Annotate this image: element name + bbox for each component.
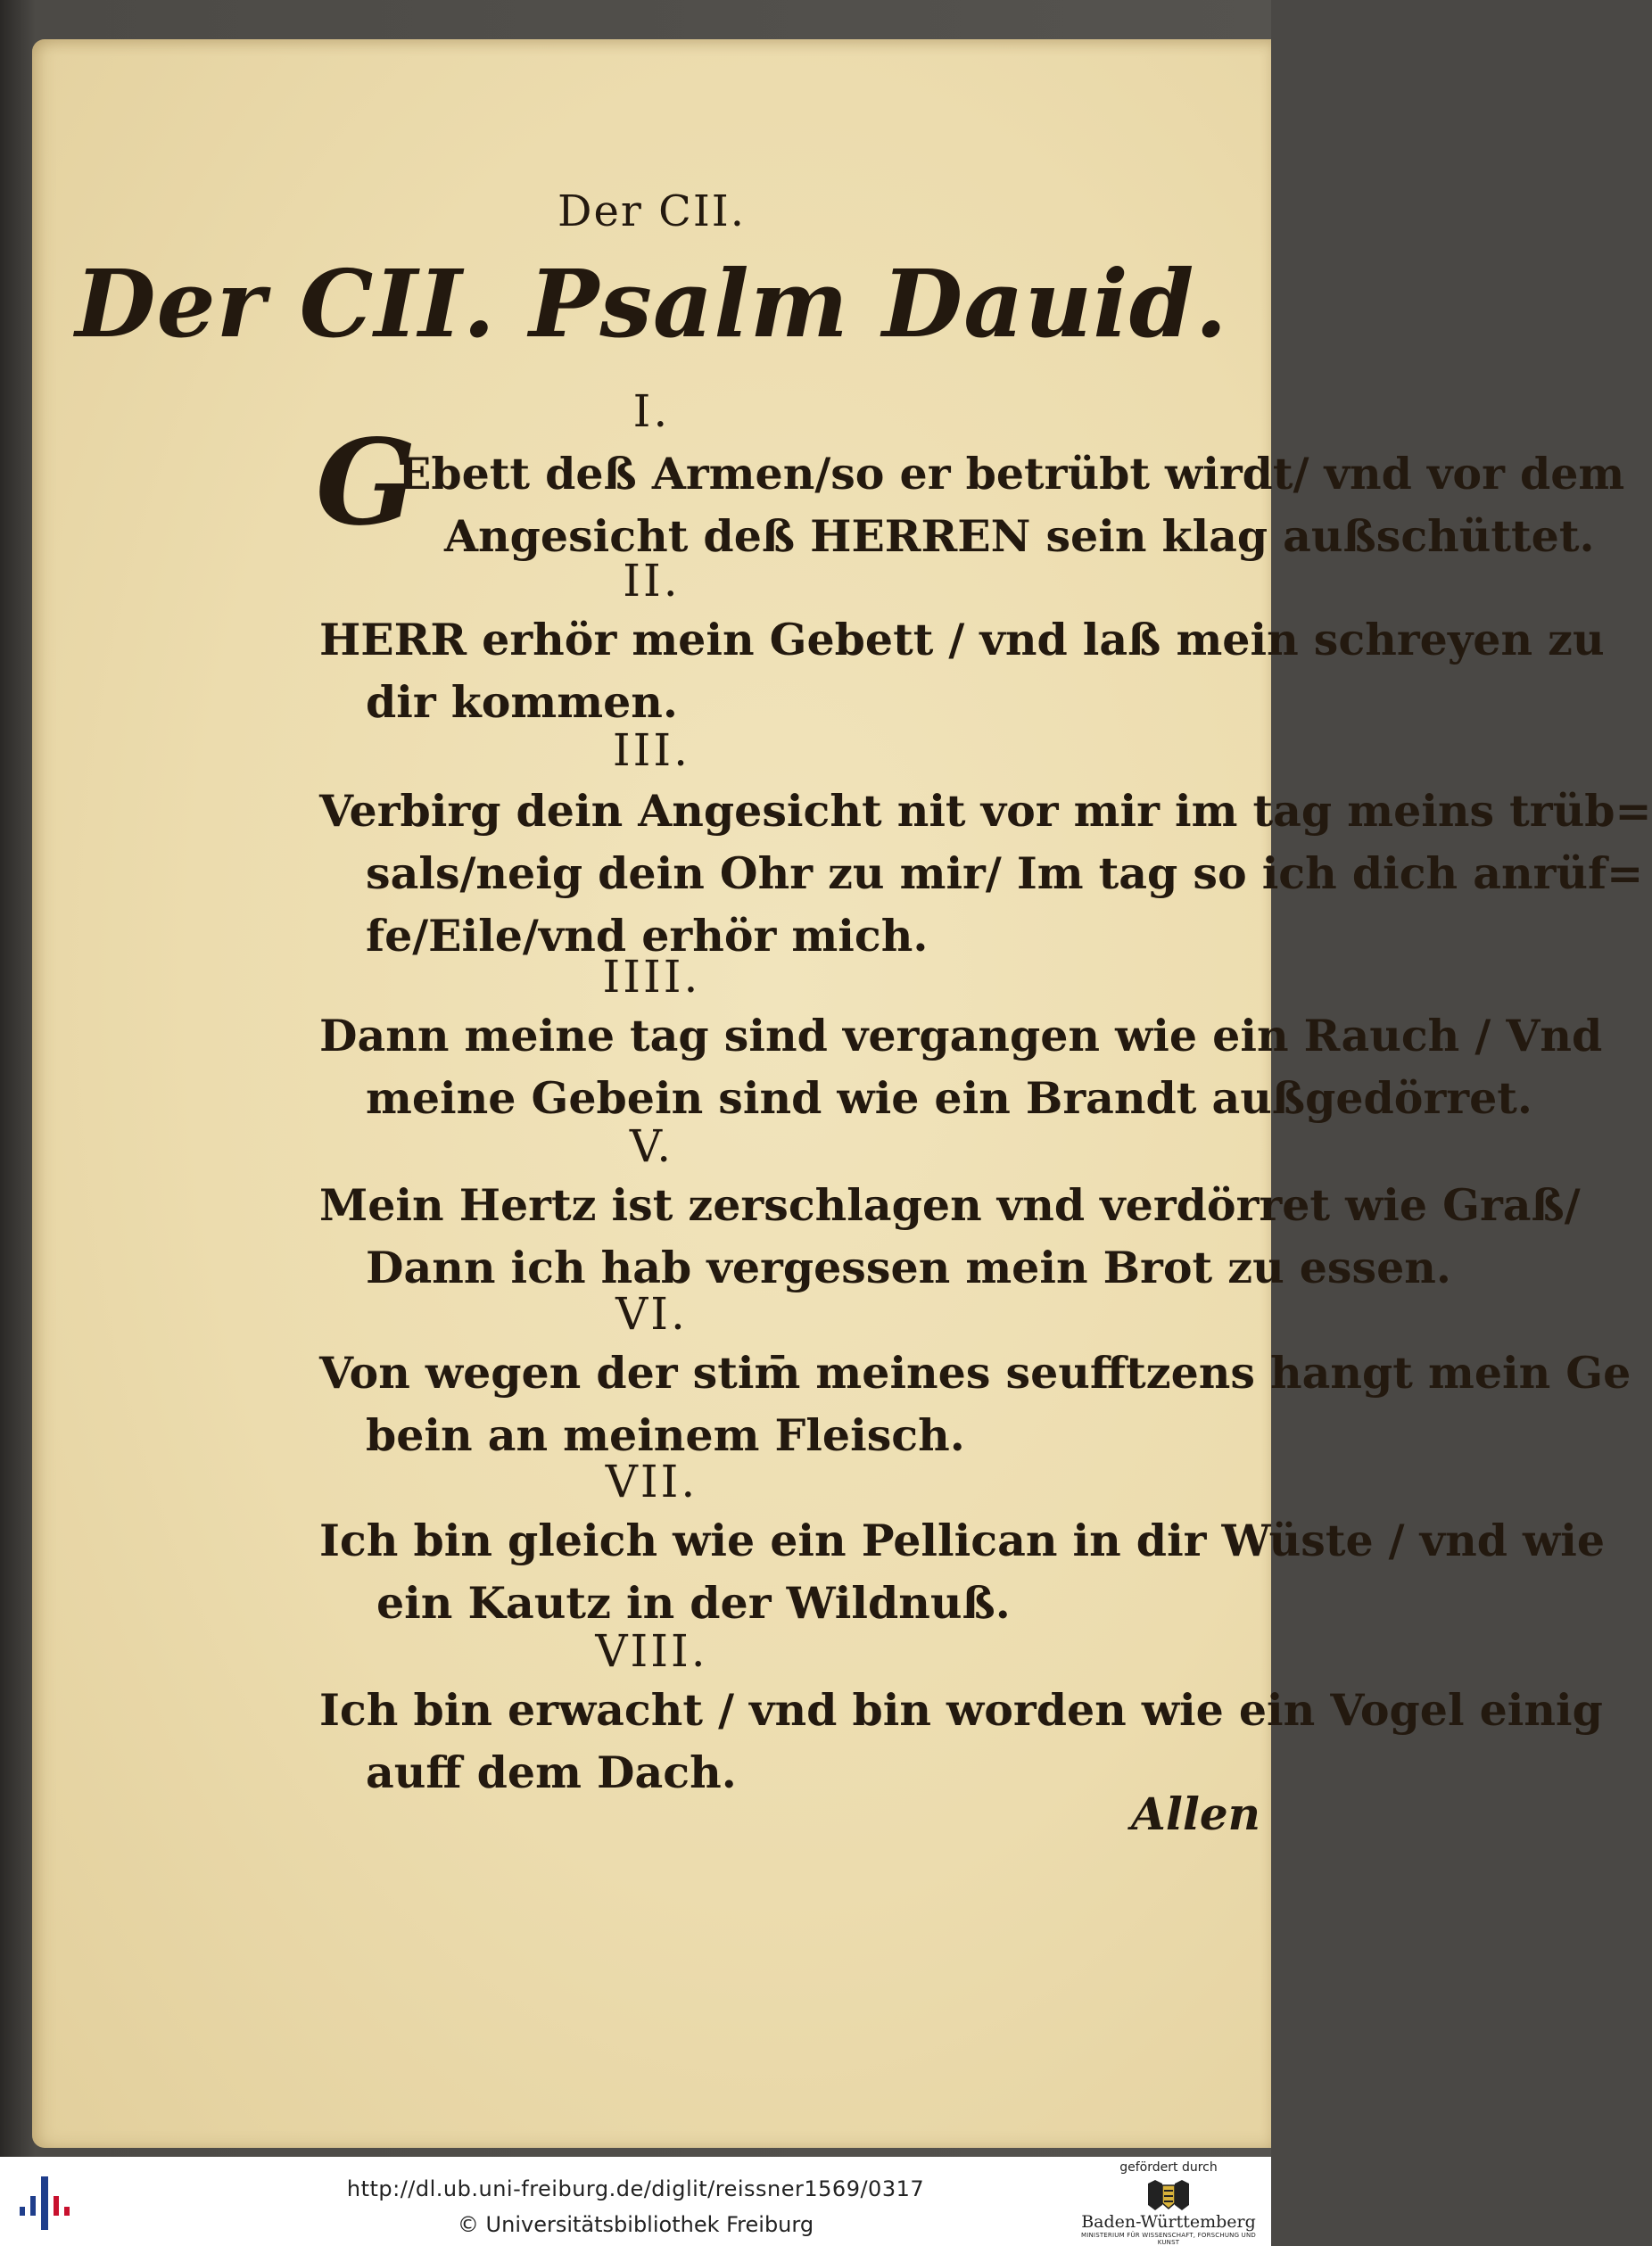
verse-text <box>319 780 1652 967</box>
verse-line: auff dem Dach. <box>366 1746 737 1798</box>
sponsor-state: Baden-Württemberg <box>1081 2212 1256 2232</box>
verse-text <box>319 608 1605 733</box>
verse-number: V. <box>629 1120 674 1172</box>
copyright-notice: © Universitätsbibliothek Freiburg <box>457 2212 814 2237</box>
verse-line: sals/neig dein Ohr zu mir/ Im tag so ich dich anrüf= <box>366 847 1644 899</box>
sponsor-ministry: MINISTERIUM FÜR WISSENSCHAFT, FORSCHUNG UND KUNST <box>1080 2232 1256 2246</box>
verse-text <box>319 1679 1603 1804</box>
verse-line: ein Kautz in der Wildnuß. <box>376 1577 1011 1629</box>
verse-number: III. <box>612 724 691 776</box>
verse-line: bein an meinem Fleisch. <box>366 1409 965 1461</box>
verse-line: Dann meine tag sind vergangen wie ein Rauch / Vnd <box>319 1010 1603 1061</box>
verse-line: Ich bin gleich wie ein Pellican in dir Wüste / vnd wie <box>319 1515 1606 1566</box>
baden-wuerttemberg-crest-icon <box>1143 2178 1194 2212</box>
verse-number: IIII. <box>602 951 701 1003</box>
verse-number: II. <box>623 555 681 607</box>
verse-number: VIII. <box>595 1625 708 1677</box>
permalink-url[interactable]: http://dl.ub.uni-freiburg.de/diglit/reissner1569/0317 <box>346 2176 925 2201</box>
verse-line: Ich bin erwacht / vnd bin worden wie ein Vogel einig <box>319 1684 1603 1736</box>
verse-text <box>319 1174 1581 1299</box>
verse-text <box>319 442 1625 567</box>
viewer-footer <box>0 2157 1271 2246</box>
catchword: Allen <box>1131 1788 1260 1840</box>
verse-text <box>319 1342 1631 1466</box>
verse-line: Ebett deß Armen/so er betrübt wirdt/ vnd vor dem <box>398 448 1625 500</box>
verse-number: VI. <box>615 1288 688 1340</box>
verse-line: Angesicht deß HERREN sein klag außschüttet. <box>444 510 1595 562</box>
sponsor-block <box>1075 2160 1262 2246</box>
verse-line: Verbirg dein Angesicht nit vor mir im tag meins trüb= <box>319 785 1652 837</box>
verse-line: Dann ich hab vergessen mein Brot zu essen. <box>366 1242 1451 1293</box>
book-page <box>32 39 1652 2148</box>
verse-line: HERR erhör mein Gebett / vnd laß mein schreyen zu <box>319 614 1605 665</box>
sponsor-label: gefördert durch <box>1119 2160 1218 2175</box>
verse-line: Mein Hertz ist zerschlagen vnd verdörret wie Graß/ <box>319 1179 1581 1231</box>
verse-number: VII. <box>605 1456 698 1507</box>
running-head: Der CII. <box>558 186 746 236</box>
verse-line: fe/Eile/vnd erhör mich. <box>366 910 929 962</box>
psalm-title: Der CII. Psalm Dauid. <box>75 249 1228 359</box>
verse-line: Von wegen der stim̄ meines seufftzens hangt mein Ge <box>319 1347 1631 1399</box>
verse-number: I. <box>632 385 671 437</box>
verse-text <box>319 1004 1603 1129</box>
verse-line: dir kommen. <box>366 676 678 728</box>
verse-text <box>319 1509 1606 1634</box>
drop-initial: G <box>316 414 417 552</box>
verse-line: meine Gebein sind wie ein Brandt außgedörret. <box>366 1072 1532 1124</box>
